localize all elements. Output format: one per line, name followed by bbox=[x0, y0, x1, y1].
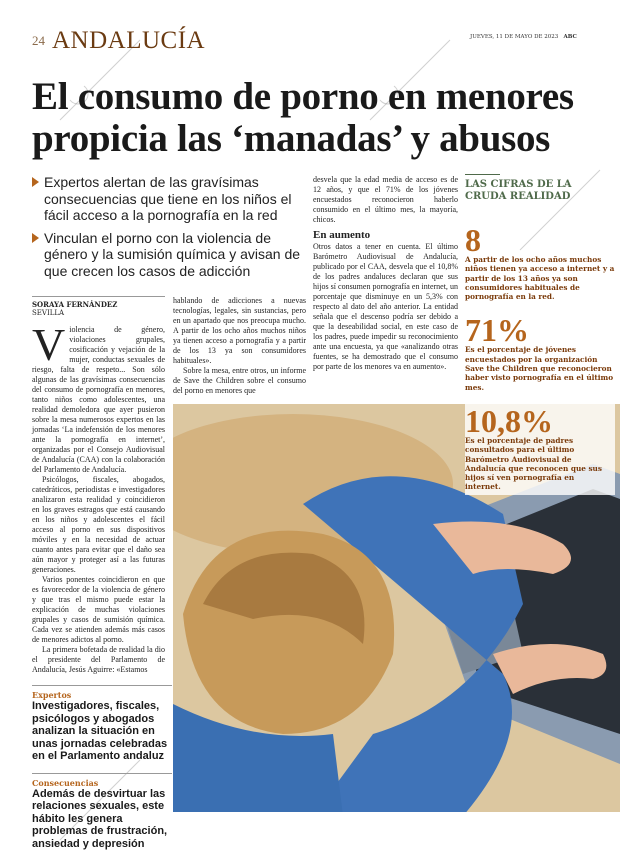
article-column-1 bbox=[32, 296, 168, 850]
divider bbox=[465, 174, 500, 175]
pullquote-kicker: Consecuencias bbox=[32, 777, 99, 788]
dropcap: V bbox=[32, 319, 66, 370]
byline-city: SEVILLA bbox=[32, 309, 65, 317]
stat-figure: 8 bbox=[465, 222, 481, 258]
pullquote-kicker: Expertos bbox=[32, 690, 72, 700]
paper-name: ABC bbox=[563, 34, 577, 40]
subheading: En aumento bbox=[313, 229, 371, 241]
stat-item bbox=[465, 404, 615, 495]
date-text: JUEVES, 11 DE MAYO DE 2023 bbox=[470, 34, 559, 40]
deck-text: Vinculan el porno con la violencia de género y la sumisión química y avisan de que crecen los casos de adicción bbox=[44, 229, 301, 279]
article-column-2 bbox=[173, 296, 306, 396]
sidebar-title: LAS CIFRAS DE LA CRUDA REALIDAD bbox=[465, 179, 572, 202]
article-text bbox=[32, 319, 165, 675]
stat-text: A partir de los ocho años muchos niños tienen ya acceso a internet y a partir de los 13 años ya son consumidores habituales de pornografía en la red. bbox=[465, 255, 615, 302]
pullquote-text: Investigadores, fiscales, psicólogos y abogados analizan la situación en unas jornadas celebradas en el Parlamento andaluz bbox=[32, 700, 168, 762]
stat-text: Es el porcentaje de padres consultados para el último Barómetro Audiovisual de Andalucía que reconocen que sus hijos sí ven pornografía en internet. bbox=[465, 435, 602, 492]
bullet-triangle-icon bbox=[32, 233, 39, 243]
pullquote-text: Además de desvirtuar las relaciones sexuales, este hábito les genera problemas de frustración, ansiedad y depresión bbox=[32, 787, 168, 850]
paragraph: Sobre la mesa, entre otros, un informe de Save the Children sobre el consumo del porno en menores que bbox=[173, 366, 306, 395]
stats-sidebar bbox=[465, 174, 615, 495]
divider bbox=[32, 296, 165, 297]
headline: El consumo de porno en menores propicia las ‘manadas’ y abusos bbox=[32, 75, 574, 160]
stat-item bbox=[465, 222, 615, 302]
deck bbox=[32, 174, 304, 285]
pullquote bbox=[32, 773, 172, 851]
paragraph: hablando de adicciones a nuevas tecnologías, legales, sin sustancias, pero en un apartado que nos preocupa mucho. A partir de los ocho años muchos niños ya tienen acceso a pornografía y a partir de los 13 ya son consumidores habituales». bbox=[173, 296, 306, 365]
stat-text: Es el porcentaje de jóvenes encuestados por la organización Save the Children que reconocieron haber visto pornografía en el último mes. bbox=[465, 345, 614, 392]
stat-item bbox=[465, 312, 615, 392]
pullquote bbox=[32, 685, 172, 763]
paragraph: Varios ponentes coincidieron en que es favorecedor de la violencia de género y que tras el mismo puede estar la explicación de muchas violaciones grupales y casos de sumisión química. Cada vez se atienden además más casos de menores adictos al porno. bbox=[32, 575, 165, 644]
issue-date bbox=[470, 34, 577, 40]
stat-figure: 10,8% bbox=[465, 402, 553, 439]
stat-figure: 71% bbox=[465, 312, 529, 349]
page-number: 24 bbox=[32, 33, 45, 48]
paragraph: Otros datos a tener en cuenta. El último Barómetro Audiovisual de Andalucía, publicado por el CAA, desvela que el 10,8% de los padres andaluces declaran que sus hijos sí consumen pornografía en internet, un porcentaje que disminuye en un 5,3% con respecto al dato del año anterior. La entidad señala que el descenso podría ser debido a que la deseabilidad social, en este caso de los padres, puede impedir su reconocimiento ante una encuesta, ya que «analizando otras fuentes, se ha demostrado que el consumo por parte de los menores va en aumento». bbox=[313, 242, 458, 371]
bullet-triangle-icon bbox=[32, 177, 39, 187]
paragraph: desvela que la edad media de acceso es de 12 años, y que el 71% de los jóvenes encuestados reconocieron haberlo consumido en el último mes, la mayoría, chicos. bbox=[313, 175, 458, 224]
byline-author: SORAYA FERNÁNDEZ bbox=[32, 300, 118, 309]
section-title: ANDALUCÍA bbox=[52, 27, 206, 54]
article-column-3 bbox=[313, 175, 458, 372]
paragraph: La primera bofetada de realidad la dio el presidente del Parlamento de Andalucía, Jesús Aguirre: «Estamos bbox=[32, 645, 165, 674]
deck-item bbox=[32, 174, 304, 224]
paragraph: Psicólogos, fiscales, abogados, catedráticos, periodistas e investigadores analizaron esta realidad y coincidieron en los graves estragos que está causando en los niños y adolescentes el fácil acceso al porno en sus dispositivos móviles y en la necesidad de actuar cuanto antes para evitar que el daño sea aún mayor y proteger así a las futuras generaciones. bbox=[32, 475, 165, 574]
deck-item bbox=[32, 230, 304, 280]
deck-text: Expertos alertan de las gravísimas consecuencias que tiene en los niños el fácil acceso a la pornografía en la red bbox=[44, 174, 292, 223]
paragraph: iolencia de género, violaciones grupales, cosificación y vejación de la mujer, conductas sexuales de riesgo, falta de respeto... Son sólo algunas de las gravísimas consecuencias del consumo de pornografía en menores, tanto niños como adolescentes, una realidad demoledora que ayer pusieron sobre la mesa numerosos expertos en las jornadas ‘La indefensión de los menores ante la pornografía en internet’, organizadas por el Consejo Audiovisual de Andalucía (CAA) con la colaboración del Parlamento de Andalucía. bbox=[32, 325, 165, 474]
